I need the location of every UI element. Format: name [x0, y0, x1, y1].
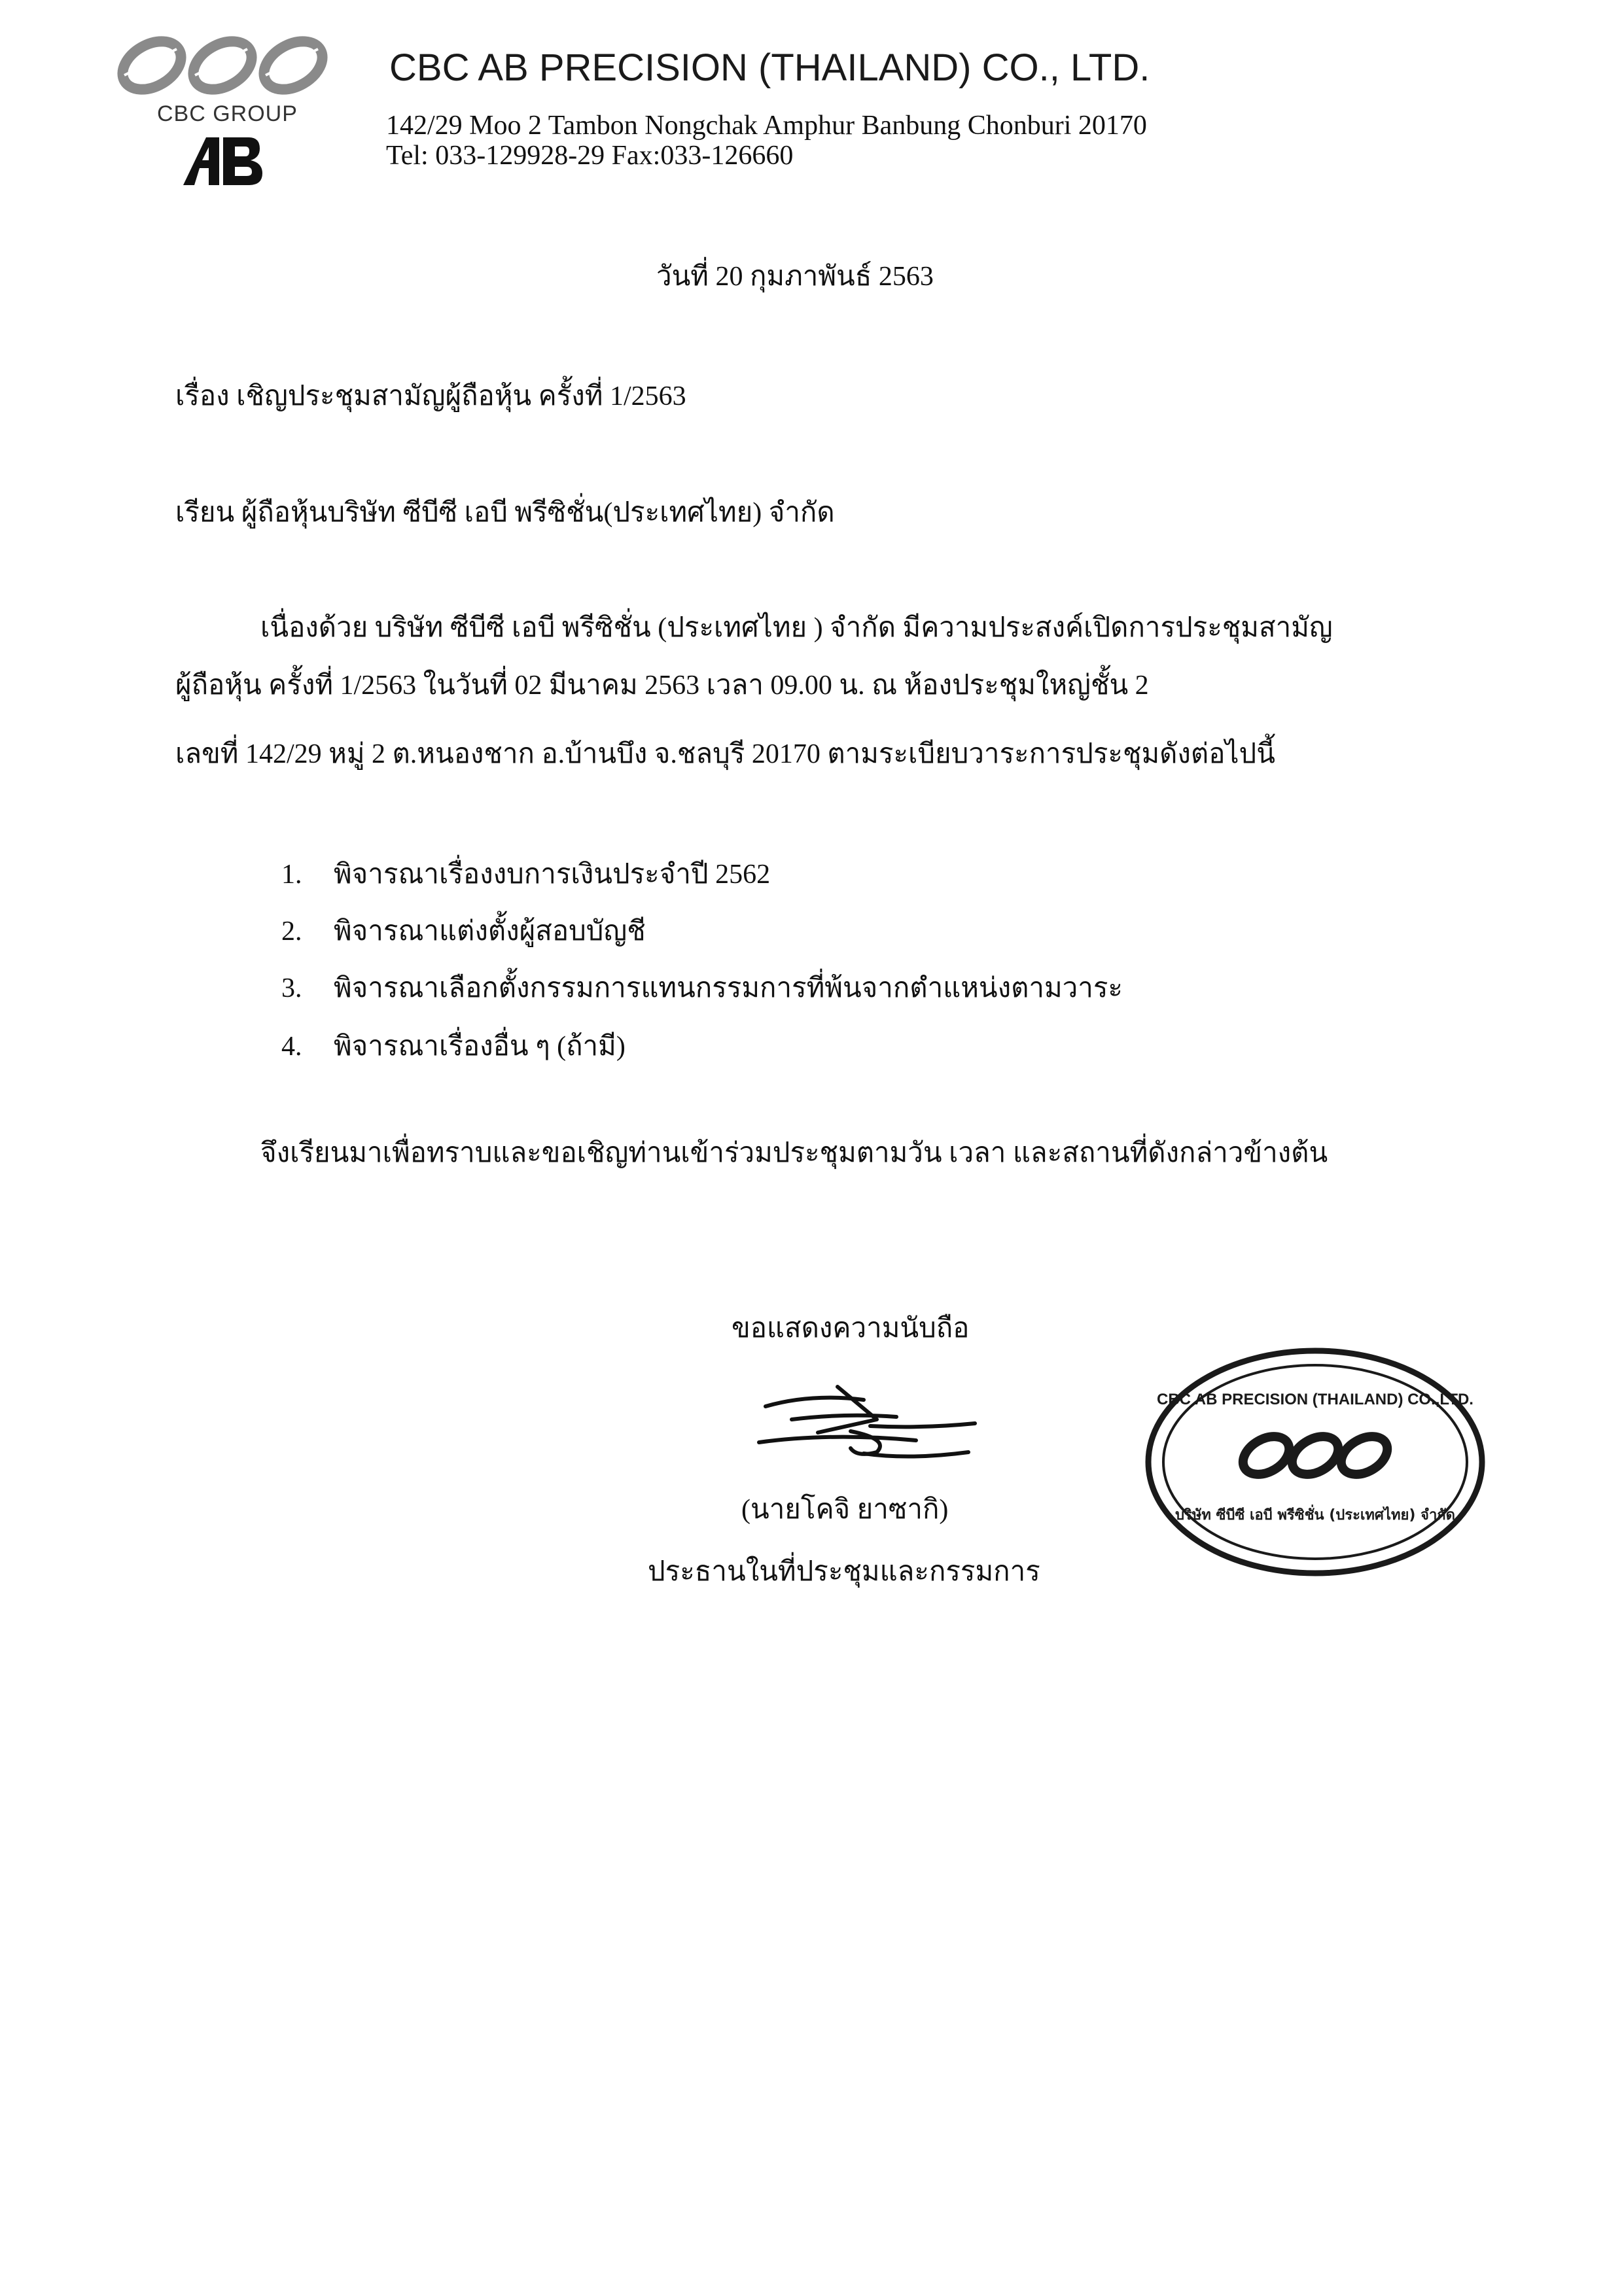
agenda-number: 1.	[281, 860, 302, 890]
company-contact: Tel: 033-129928-29 Fax:033-126660	[386, 141, 794, 171]
letter-subject: เรื่อง เชิญประชุมสามัญผู้ถือหุ้น ครั้งที่ 1/2563	[175, 381, 686, 411]
agenda-item	[281, 852, 770, 896]
closing-paragraph: จึงเรียนมาเพื่อทราบและขอเชิญท่านเข้าร่วมประชุมตามวัน เวลา และสถานที่ดังกล่าวข้างต้น	[260, 1138, 1328, 1168]
agenda-item	[281, 966, 1123, 1009]
company-seal-stamp-icon	[1142, 1344, 1489, 1580]
agenda-number: 2.	[281, 916, 302, 947]
cbc-rings-logo-icon	[111, 29, 334, 101]
agenda-text: พิจารณาเรื่องงบการเงินประจำปี 2562	[334, 860, 771, 890]
stamp-bottom-text: บริษัท ซีบีซี เอบี พรีซิชั่น (ประเทศไทย) จำกัด	[1175, 1507, 1455, 1523]
body-line-1: เนื่องด้วย บริษัท ซีบีซี เอบี พรีซิชั่น (ประเทศไทย ) จำกัด มีความประสงค์เปิดการประชุมสามัญ	[260, 613, 1333, 643]
letter-salutation: เรียน ผู้ถือหุ้นบริษัท ซีบีซี เอบี พรีซิชั่น(ประเทศไทย) จำกัด	[175, 498, 835, 528]
body-line-2: ผู้ถือหุ้น ครั้งที่ 1/2563 ในวันที่ 02 มีนาคม 2563 เวลา 09.00 น. ณ ห้องประชุมใหญ่ชั้น 2	[175, 670, 1149, 701]
agenda-number: 4.	[281, 1032, 302, 1062]
company-logo	[111, 29, 347, 186]
signer-title: ประธานในที่ประชุมและกรรมการ	[648, 1557, 1040, 1587]
stamp-top-text: CBC AB PRECISION (THAILAND) CO.,LTD.	[1157, 1391, 1474, 1408]
ab-logo-icon	[180, 134, 265, 186]
group-label: CBC GROUP	[157, 101, 298, 126]
signer-name: (นายโคจิ ยาซากิ)	[741, 1495, 949, 1525]
svg-text:AB: AB	[180, 134, 181, 135]
company-address: 142/29 Moo 2 Tambon Nongchak Amphur Banbung Chonburi 20170	[386, 111, 1147, 141]
company-name: CBC AB PRECISION (THAILAND) CO., LTD.	[389, 46, 1150, 89]
agenda-text: พิจารณาเลือกตั้งกรรมการแทนกรรมการที่พ้นจากตำแหน่งตามวาระ	[334, 973, 1123, 1003]
agenda-item	[281, 909, 646, 952]
agenda-text: พิจารณาแต่งตั้งผู้สอบบัญชี	[334, 916, 646, 947]
agenda-text: พิจารณาเรื่องอื่น ๆ (ถ้ามี)	[334, 1032, 626, 1062]
body-line-3: เลขที่ 142/29 หมู่ 2 ต.หนองชาก อ.บ้านบึง จ.ชลบุรี 20170 ตามระเบียบวาระการประชุมดังต่อไปนี้	[175, 739, 1275, 769]
letter-date: วันที่ 20 กุมภาพันธ์ 2563	[656, 262, 934, 292]
agenda-number: 3.	[281, 973, 302, 1003]
agenda-item	[281, 1024, 626, 1068]
regards-line: ขอแสดงความนับถือ	[732, 1313, 970, 1344]
handwritten-signature-icon	[752, 1380, 988, 1465]
